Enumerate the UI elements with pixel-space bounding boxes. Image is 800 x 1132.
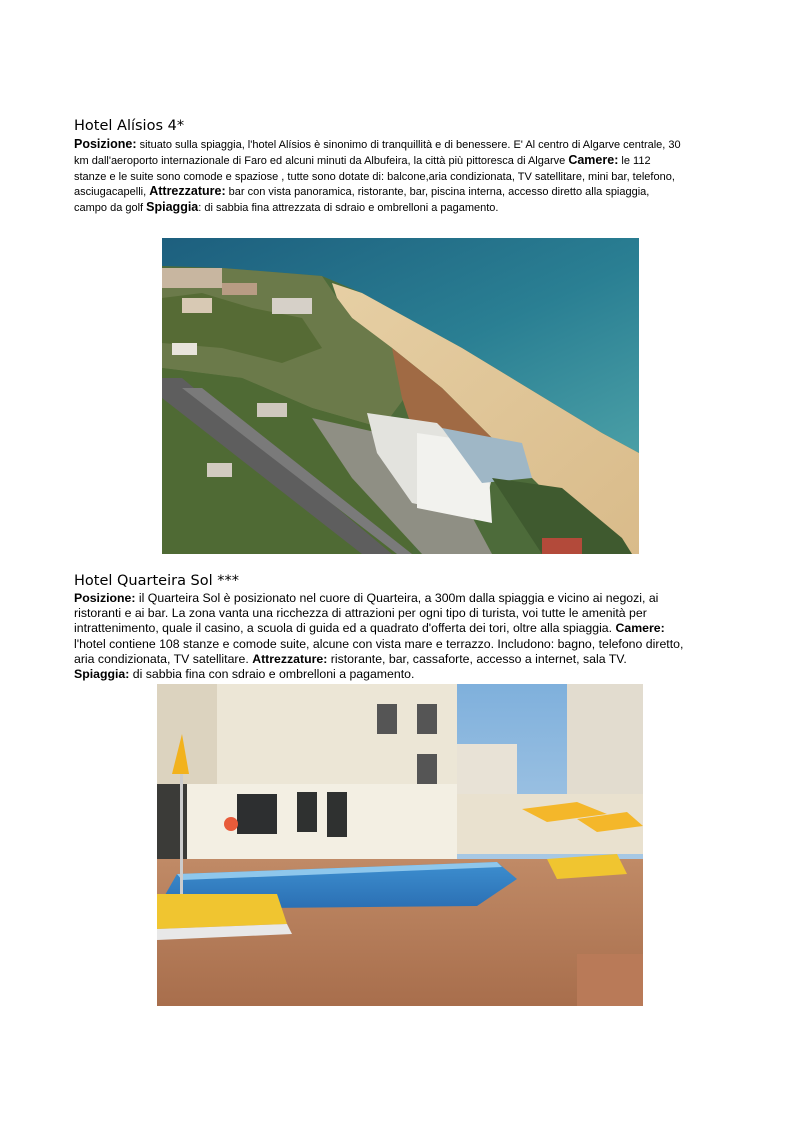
description-text: ristorante, bar, cassaforte, accesso a internet, sala TV.: [327, 651, 627, 666]
description-line: [74, 652, 734, 667]
description-line: [74, 667, 734, 682]
section-label: Camere:: [615, 621, 665, 636]
description-text: asciugacapelli,: [74, 186, 150, 199]
description-line: [74, 637, 734, 652]
section-label: Spiaggia: [146, 200, 199, 215]
description-text: ristoranti e ai bar. La zona vanta una ricchezza di attrazioni per ogni tipo di turista, voi tutte le amenità per: [74, 606, 647, 621]
description-line: [74, 153, 734, 169]
hotel-description: [74, 137, 734, 216]
hotel-title: Hotel Alísios 4*: [74, 118, 185, 134]
description-line: [74, 200, 734, 216]
section-label: Spiaggia:: [74, 667, 130, 682]
description-text: le 112: [618, 154, 651, 167]
description-text: aria condizionata, TV satellitare.: [74, 651, 253, 666]
section-label: Attrezzature:: [149, 184, 226, 199]
description-text: di sabbia fina con sdraio e ombrelloni a pagamento.: [129, 667, 415, 682]
hotel-description: [74, 591, 734, 682]
description-line: [74, 169, 734, 185]
description-text: l'hotel contiene 108 stanze e comode suite, alcune con vista mare e terrazzo. Includono: bagno, telefono diretto,: [74, 636, 684, 651]
description-line: [74, 137, 734, 153]
description-text: stanze e le suite sono comode e spaziose , tutte sono dotate di: balcone,aria condizionata, TV satellitare, mini bar, telefono,: [74, 170, 675, 183]
description-text: campo da golf: [74, 202, 147, 215]
description-text: km dall'aeroporto internazionale di Faro ed alcuni minuti da Albufeira, la città più pittoresca di Algarve: [74, 154, 569, 167]
description-text: : di sabbia fina attrezzata di sdraio e ombrelloni a pagamento.: [198, 202, 499, 215]
section-label: Posizione:: [74, 591, 136, 605]
section-label: Camere:: [568, 152, 619, 167]
description-text: intrattenimento, quale il casino, a scuola di guida ed a quadrato d'offerta dei tori, oltre alla spiaggia.: [74, 621, 616, 636]
hotel-title: Hotel Quarteira Sol ***: [74, 573, 240, 589]
section-label: Attrezzature:: [252, 651, 328, 666]
hotel-photo-aerial-beach: [162, 238, 639, 554]
description-line: [74, 621, 734, 636]
description-line: [74, 606, 734, 621]
description-line: [74, 184, 734, 200]
description-text: bar con vista panoramica, ristorante, bar, piscina interna, accesso diretto alla spiaggia,: [225, 186, 650, 199]
description-text: situato sulla spiaggia, l'hotel Alísios è sinonimo di tranquillità e di benessere. E' Al centro di Algarve centrale, 30: [136, 139, 681, 151]
section-label: Posizione:: [74, 137, 137, 151]
hotel-photo-pool: [157, 684, 643, 1006]
description-line: [74, 591, 734, 606]
description-text: il Quarteira Sol è posizionato nel cuore di Quarteira, a 300m dalla spiaggia e vicino ai negozi, ai: [135, 591, 659, 605]
